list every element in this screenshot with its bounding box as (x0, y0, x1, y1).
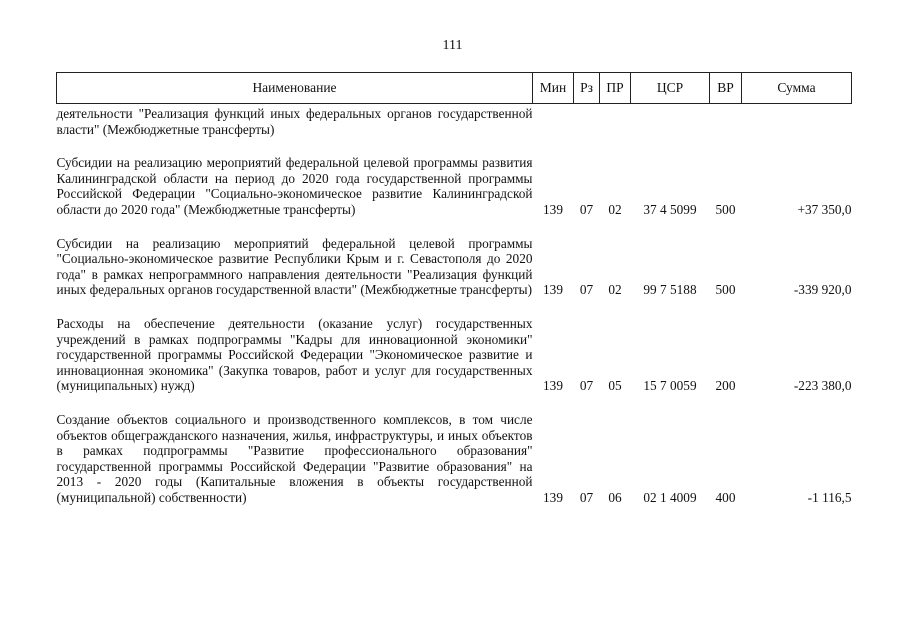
row-min: 139 (543, 378, 563, 394)
page-number: 111 (442, 38, 463, 53)
row-sum: -339 920,0 (793, 282, 852, 298)
row-pr: 05 (608, 378, 622, 394)
row-csr: 99 7 5188 (643, 282, 697, 298)
row-name: Субсидии на реализацию мероприятий федеральной целевой программы развития Калининградской области на период до 2020 года государственной программы Российской Федерации "Социально-экономическое развитие Калининградской области до 2020 года" (Межбюджетные трансферты) (56, 155, 533, 217)
table-header-row (57, 73, 852, 104)
row-pr: 02 (608, 282, 622, 298)
row-rz: 07 (579, 378, 594, 394)
row-vr: 500 (715, 282, 736, 298)
header-sum: Сумма (742, 73, 852, 104)
row-name: Создание объектов социального и производственного комплексов, в том числе объектов общегражданского назначения, жилья, инфраструктуры, и иных объектов в рамках подпрограммы "Развитие профессионального образования" государственной программы Российской Федерации "Развитие образования" на 2013 - 2020 годы (Капитальные вложения в объекты государственной (муниципальной) собственности) (56, 411, 533, 505)
row-name: Расходы на обеспечение деятельности (оказание услуг) государственных учреждений в рамках подпрограммы "Кадры для инновационной экономики" государственной программы Российской Федерации "Экономическое развитие и инновационная экономика" (Закупка товаров, работ и услуг для государственных (муниципальных) нужд) (56, 315, 533, 394)
row-min (533, 104, 574, 138)
row-vr: 400 (715, 489, 736, 505)
row-sum: +37 350,0 (797, 201, 852, 217)
row-csr: 37 4 5099 (643, 201, 697, 217)
row-vr: 200 (715, 378, 736, 394)
row-min: 139 (543, 489, 563, 505)
row-csr: 15 7 0059 (643, 378, 697, 394)
row-sum: -223 380,0 (793, 378, 852, 394)
table-row (57, 236, 852, 298)
row-pr (600, 104, 631, 138)
row-min: 139 (543, 282, 563, 298)
row-sum: -1 116,5 (807, 489, 852, 505)
row-name: Субсидии на реализацию мероприятий федеральной целевой программы "Социально-экономическое развитие Республики Крым и г. Севастополя до 2020 года" в рамках непрограммного направления деятельности "Реализация функций иных федеральных органов государственной власти" (Межбюджетные трансферты) (56, 235, 533, 298)
budget-table (56, 72, 852, 505)
row-rz: 07 (579, 201, 594, 217)
table-row (57, 155, 852, 217)
row-name: деятельности "Реализация функций иных федеральных органов государственной власти" (Межбюджетные трансферты) (56, 106, 533, 137)
row-min: 139 (543, 201, 563, 217)
table-row (57, 104, 852, 138)
header-csr: ЦСР (631, 73, 710, 104)
row-vr (710, 104, 742, 138)
row-pr: 02 (608, 201, 622, 217)
header-pr: ПР (600, 73, 631, 104)
row-csr: 02 1 4009 (643, 489, 697, 505)
table-row (57, 316, 852, 394)
table-row (57, 412, 852, 506)
header-min: Мин (533, 73, 574, 104)
header-vr: ВР (710, 73, 742, 104)
row-rz: 07 (579, 489, 594, 505)
row-sum (742, 104, 852, 138)
row-csr (631, 104, 710, 138)
header-rz: Рз (574, 73, 600, 104)
row-rz: 07 (579, 282, 594, 298)
row-pr: 06 (608, 489, 622, 505)
header-name: Наименование (57, 73, 533, 104)
row-rz (574, 104, 600, 138)
row-vr: 500 (715, 201, 736, 217)
